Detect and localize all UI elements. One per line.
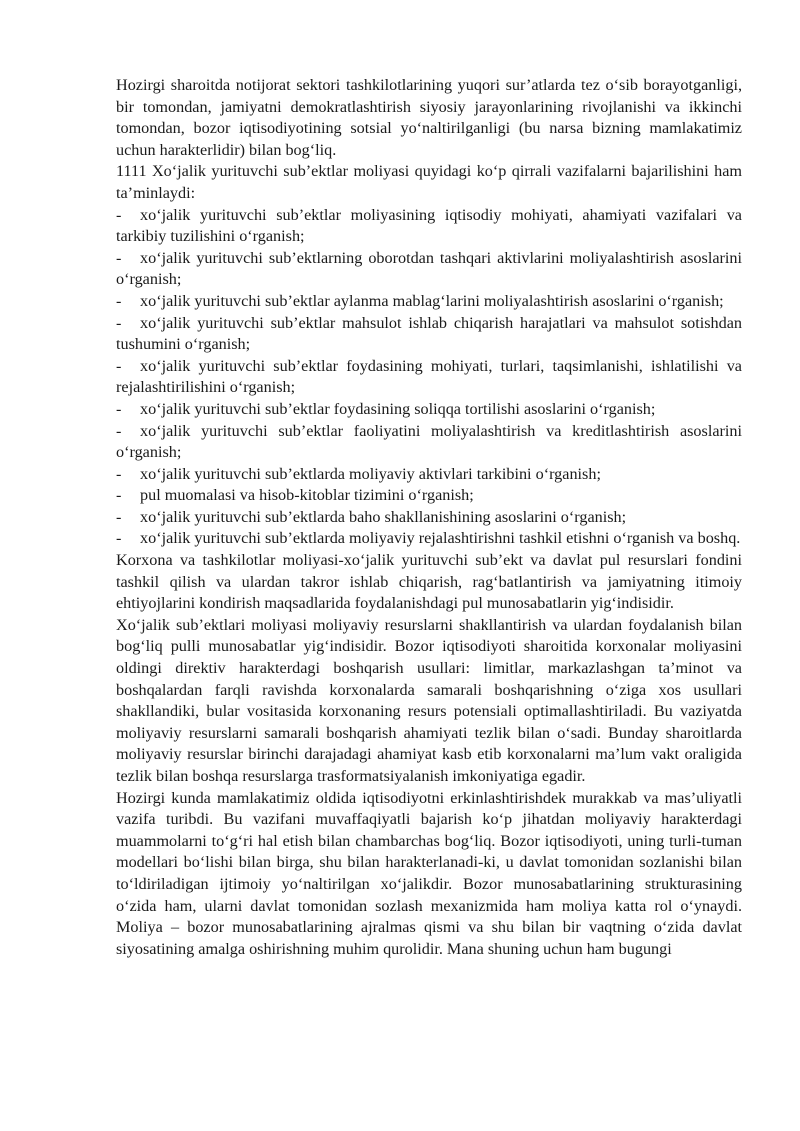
list-item <box>116 528 742 550</box>
list-item <box>116 291 742 313</box>
bullet-marker: - <box>116 464 122 483</box>
bullet-marker: - <box>116 356 122 375</box>
list-item-text: pul muomalasi va hisob-kitoblar tizimini o‘rganish; <box>140 486 474 505</box>
bullet-marker: - <box>116 248 122 267</box>
bullet-marker: - <box>116 399 122 418</box>
paragraph-enterprise-finance: Korxona va tashkilotlar moliyasi-xo‘jalik yurituvchi sub’ekt va davlat pul resurslari fondini tashkil qilish va ulardan takror ishlab chiqarish, rag‘batlantirish va jamiyatning itimoiy ehtiyojlarini kondirish maqsadlarida foydalanishdagi pul munosabatlarin yig‘indisidir. <box>116 551 742 613</box>
list-item-text: xo‘jalik yurituvchi sub’ektlarda moliyaviy rejalashtirishni tashkil etishni o‘rganish va boshq. <box>140 529 741 548</box>
list-item-text: xo‘jalik yurituvchi sub’ektlar mahsulot ishlab chiqarish harajatlari va mahsulot sotishdan tushumini o‘rganish; <box>116 313 742 354</box>
list-item-text: xo‘jalik yurituvchi sub’ektlarda baho shakllanishining asoslarini o‘rganish; <box>140 507 627 526</box>
bullet-marker: - <box>116 529 122 548</box>
bullet-marker: - <box>116 421 122 440</box>
list-item <box>116 464 742 486</box>
paragraph-intro: Hozirgi sharoitda notijorat sektori tashkilotlarining yuqori sur’atlarda tez o‘sib borayotganligi, bir tomondan, jamiyatni demokratlashtirish siyosiy jarayonlarining rivojlanishi va ikkinchi tomondan, bozor iqtisodiyotining sotsial yo‘naltirilganligi (bu narsa bizning mamlakatimiz uchun harakterlidir) bilan bog‘liq. <box>116 76 742 159</box>
task-list <box>116 205 742 551</box>
list-item-text: xo‘jalik yurituvchi sub’ektlar foydasining mohiyati, turlari, taqsimlanishi, ishlatilishi va rejalashtirilishini o‘rganish; <box>116 356 742 397</box>
list-item <box>116 248 742 291</box>
list-item <box>116 205 742 248</box>
bullet-marker: - <box>116 313 122 332</box>
list-item <box>116 507 742 529</box>
list-item <box>116 356 742 399</box>
list-item <box>116 399 742 421</box>
list-item-text: xo‘jalik yurituvchi sub’ektlar faoliyatini moliyalashtirish va kreditlashtirish asoslarini o‘rganish; <box>116 421 742 462</box>
paragraph-liberalization: Hozirgi kunda mamlakatimiz oldida iqtisodiyotni erkinlashtirishdek murakkab va mas’uliyatli vazifa turibdi. Bu vazifani muvaffaqiyatli bajarish ko‘p jihatdan moliyaviy harakterdagi muammolarni to‘g‘ri hal etish bilan chambarchas bog‘liq. Bozor iqtisodiyoti, uning turli-tuman modellari bo‘lishi bilan birga, shu bilan harakterlanadi-ki, u davlat tomonidan sozlanishi bilan to‘ldiriladigan ijtimoiy yo‘naltirilgan xo‘jalikdir. Bozor munosabatlarining strukturasining o‘zida ham, ularni davlat tomonidan sozlash mexanizmida ham moliya katta rol o‘ynaydi. Moliya – bozor munosabatlarining ajralmas qismi va shu bilan bir vaqtning o‘zida davlat siyosatining amalga oshirishning muhim qurolidir. Mana shuning uchun ham bugungi <box>116 788 742 958</box>
list-item-text: xo‘jalik yurituvchi sub’ektlar moliyasining iqtisodiy mohiyati, ahamiyati vazifalari va tarkibiy tuzilishini o‘rganish; <box>116 205 742 246</box>
list-item-text: xo‘jalik yurituvchi sub’ektlar aylanma mablag‘larini moliyalashtirish asoslarini o‘rganish; <box>140 291 724 310</box>
bullet-marker: - <box>116 291 122 310</box>
bullet-marker: - <box>116 486 122 505</box>
list-item <box>116 421 742 464</box>
paragraph-financial-resources: Xo‘jalik sub’ektlari moliyasi moliyaviy resurslarni shakllantirish va ulardan foydalanish bilan bog‘liq pulli munosabatlar yig‘indisidir. Bozor iqtisodiyoti sharoitida korxonalar moliyasini oldingi direktiv harakterdagi boshqarish usullari: limitlar, markazlashgan ta’minot va boshqalardan farqli ravishda korxonalarda samarali boshqarishning o‘ziga xos usullari shakllandiki, bular vositasida korxonaning resurs potensiali optimallashtiriladi. Bu vaziyatda moliyaviy resurslarni samarali boshqarish ahamiyati tezlik bilan o‘sadi. Bunday sharoitlarda moliyaviy resurslar birinchi darajadagi ahamiyat kasb etib korxonalarni ma’lum vakt oraligida tezlik bilan boshqa resurslarga trasformatsiyalanish imkoniyatiga egadir. <box>116 615 742 785</box>
list-item <box>116 485 742 507</box>
document-page <box>116 75 742 960</box>
bullet-marker: - <box>116 205 122 224</box>
list-item-text: xo‘jalik yurituvchi sub’ektlar foydasining soliqqa tortilishi asoslarini o‘rganish; <box>140 399 656 418</box>
paragraph-tasks-intro: 1111 Xo‘jalik yurituvchi sub’ektlar moliyasi quyidagi ko‘p qirrali vazifalarni bajarilishini ham ta’minlaydi: <box>116 162 742 202</box>
list-item-text: xo‘jalik yurituvchi sub’ektlarda moliyaviy aktivlari tarkibini o‘rganish; <box>140 464 601 483</box>
list-item-text: xo‘jalik yurituvchi sub’ektlarning oborotdan tashqari aktivlarini moliyalashtirish asoslarini o‘rganish; <box>116 248 742 289</box>
list-item <box>116 313 742 356</box>
bullet-marker: - <box>116 507 122 526</box>
